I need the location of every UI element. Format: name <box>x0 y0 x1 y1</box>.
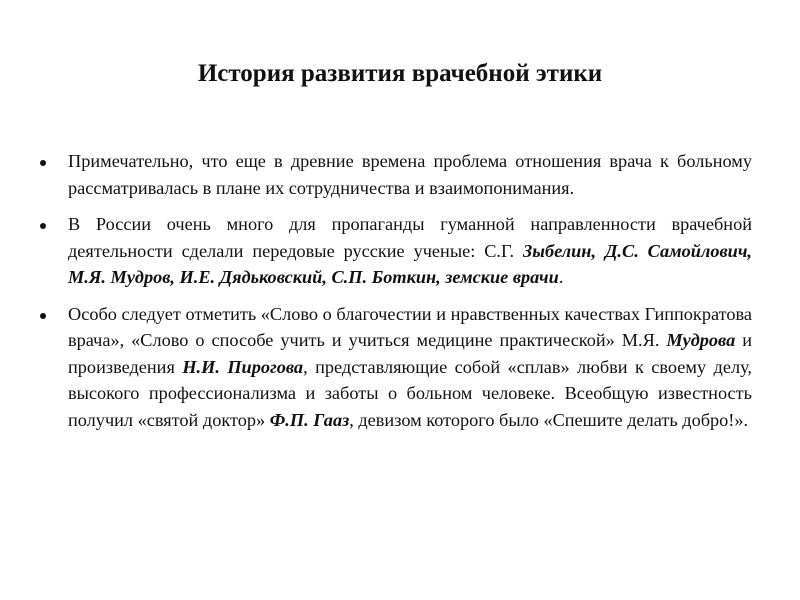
name-gaaz: Ф.П. Гааз <box>269 409 350 430</box>
name-mudrov: Мудрова <box>666 330 736 350</box>
bullet-dot-icon <box>40 223 46 229</box>
scientists-names: Зыбелин, Д.С. Самойлович, М.Я. Мудров, И.Е. Дядьковский, С.П. Боткин, земские врачи <box>68 240 752 287</box>
bullet-item-1 <box>40 148 752 201</box>
text-segment: , девизом которого было «Спешите делать добро!». <box>349 409 749 430</box>
text-segment: Особо следует отметить «Слово о благочестии и нравственных качествах Гиппократова врача», «Слово о способе учить и учиться медицине практической» М.Я. <box>68 303 752 350</box>
bullet-text <box>68 151 752 198</box>
text-segment: , представляющие собой «сплав» любви к своему делу, высокого профессионализма и заботы о больном человеке. Всеобщую известность получил «святой доктор» <box>68 356 752 430</box>
slide-title: История развития врачебной этики <box>197 60 603 87</box>
text-segment: Примечательно, что еще в древние времена проблема отношения врача к больному рассматривалась в плане их сотрудничества и взаимопонимания. <box>68 151 752 198</box>
name-pirogov: Н.И. Пирогова <box>182 356 304 377</box>
text-segment: и произведения <box>68 330 752 377</box>
text-segment: В России очень много для пропаганды гуманной направленности врачебной деятельности сделали передовые русские ученые: С.Г. <box>68 214 752 261</box>
bullet-dot-icon <box>40 313 46 319</box>
bullet-item-3 <box>40 301 752 434</box>
bullet-text <box>68 214 752 287</box>
text-segment: . <box>558 267 564 287</box>
bullet-item-2 <box>40 211 752 291</box>
bullet-dot-icon <box>40 160 46 166</box>
bullet-list <box>40 148 752 443</box>
bullet-text <box>68 304 752 430</box>
